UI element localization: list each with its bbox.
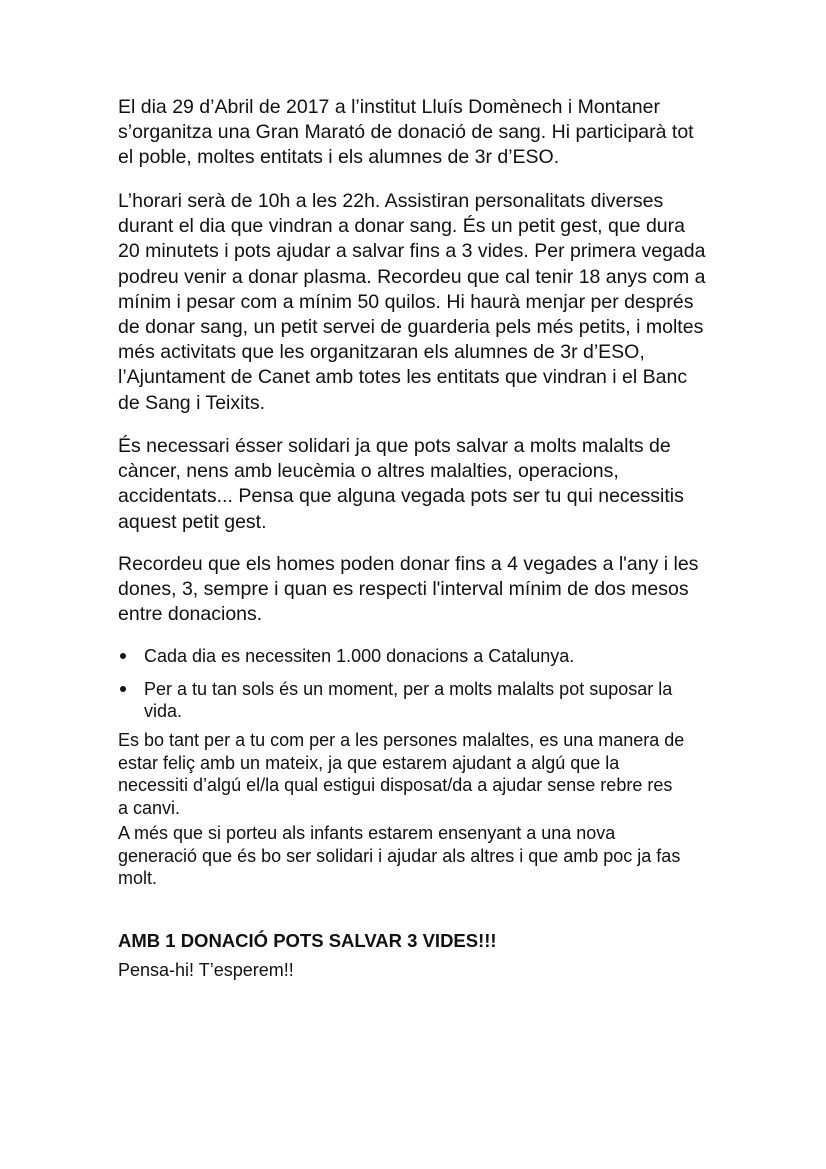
text-line: El dia 29 d’Abril de 2017 a l’institut Lluís Domènech i Montaner <box>118 96 660 118</box>
text-line: podreu venir a donar plasma. Recordeu que cal tenir 18 anys com a <box>118 265 706 288</box>
bullet-list <box>118 645 718 723</box>
text-line: dones, 3, sempre i quan es respecti l'interval mínim de dos mesos <box>118 578 689 601</box>
text-line: a canvi. <box>118 797 181 818</box>
text-line: càncer, nens amb leucèmia o altres malalties, operacions, <box>118 460 619 483</box>
text-line: accidentats... Pensa que alguna vegada pots ser tu qui necessitis <box>118 485 684 508</box>
slogan-heading: AMB 1 DONACIÓ POTS SALVAR 3 VIDES!!! <box>118 930 497 951</box>
text-line: És necessari ésser solidari ja que pots salvar a molts malalts de <box>118 435 671 457</box>
text-line: més activitats que les organitzaran els alumnes de 3r d’ESO, <box>118 341 645 364</box>
text-line: de Sang i Teixits. <box>118 391 266 414</box>
text-line: el poble, moltes entitats i els alumnes de 3r d’ESO. <box>118 146 560 169</box>
text-line: s’organitza una Gran Marató de donació de sang. Hi participarà tot <box>118 121 694 144</box>
list-item <box>118 645 718 668</box>
bullet-dot-icon <box>120 686 126 692</box>
text-line: estar feliç amb un mateix, ja que estarem ajudant a algú que la <box>118 752 620 773</box>
text-line: Es bo tant per a tu com per a les persones malaltes, es una manera de <box>118 730 685 750</box>
text-line: L’horari serà de 10h a les 22h. Assistiran personalitats diverses <box>118 190 664 212</box>
text-line: necessiti d’algú el/la qual estigui disposat/da a ajudar sense rebre res <box>118 775 673 795</box>
text-line: generació que és bo ser solidari i ajudar als altres i que amb poc ja fas <box>118 845 681 866</box>
text-line: entre donacions. <box>118 603 263 626</box>
paragraph-solidarity <box>118 434 718 535</box>
text-line: de donar sang, un petit servei de guarderia pels més petits, i moltes <box>118 316 704 339</box>
text-line: molt. <box>118 868 158 888</box>
paragraph-children <box>118 822 718 890</box>
paragraph-frequency <box>118 552 718 628</box>
text-line: vida. <box>144 701 183 721</box>
closing-text: Pensa-hi! T’esperem!! <box>118 960 294 980</box>
paragraph-intro <box>118 95 718 171</box>
text-line: A més que si porteu als infants estarem ensenyant a una nova <box>118 823 616 843</box>
text-line: durant el dia que vindran a donar sang. És un petit gest, que dura <box>118 215 685 238</box>
list-item <box>118 678 718 723</box>
text-line: Per a tu tan sols és un moment, per a molts malalts pot suposar la <box>144 678 673 699</box>
paragraph-benefits <box>118 729 718 819</box>
text-line: l’Ajuntament de Canet amb totes les entitats que vindran i el Banc <box>118 366 688 389</box>
text-line: aquest petit gest. <box>118 510 267 533</box>
text-line: Recordeu que els homes poden donar fins a 4 vegades a l'any i les <box>118 553 699 575</box>
text-line: 20 minutets i pots ajudar a salvar fins a 3 vides. Per primera vegada <box>118 240 706 263</box>
bullet-dot-icon <box>120 653 126 659</box>
text-line: mínim i pesar com a mínim 50 quilos. Hi haurà menjar per després <box>118 290 694 313</box>
paragraph-schedule <box>118 189 718 416</box>
text-line: Cada dia es necessiten 1.000 donacions a Catalunya. <box>144 646 575 666</box>
